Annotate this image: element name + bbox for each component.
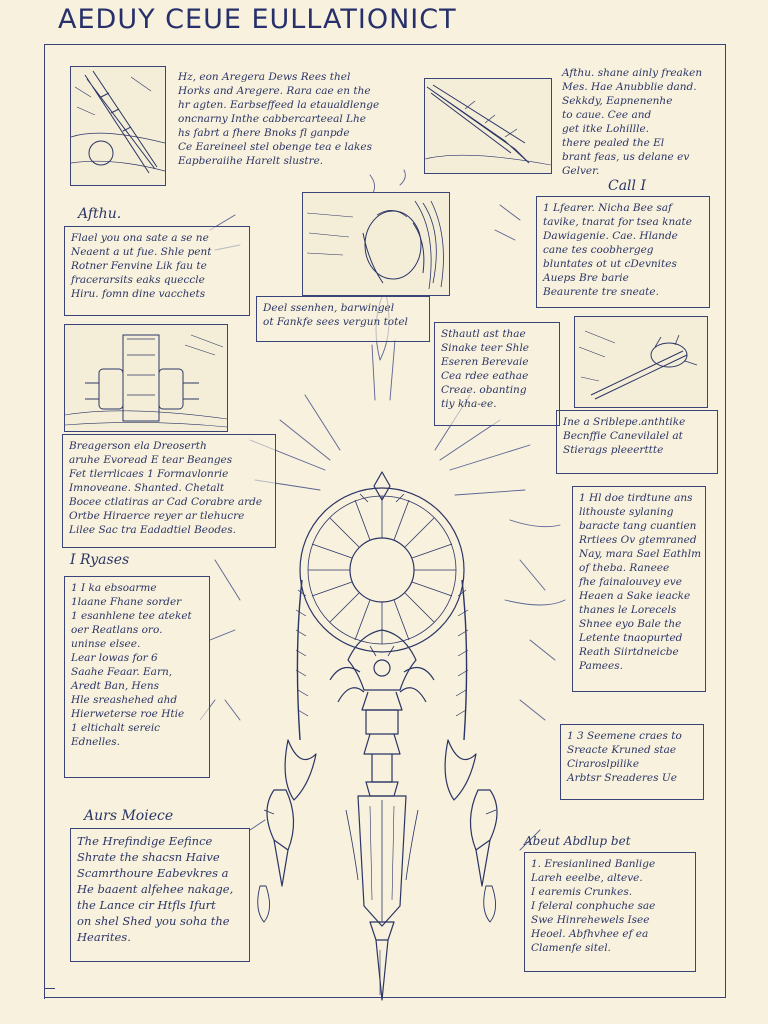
note-left-bottom: The Hrefindige Eefince Shrate the shacsn Haive Scamrthoure Eabevkres a He baaent alfehee nakage, the Lance cir Htfls Ifurt on shel Shed you soha the Hearites. [70, 828, 250, 962]
note-left-list: 1 I ka ebsoarme 1laane Fhane sorder 1 esanhlene tee ateket oer Reatlans oro. uninse elsee. Lear lowas for 6 Saahe Feaar. Earn, Aredt Ban, Hens Hle sreashehed ahd Hierweterse roe Htie 1 eltichalt sereic Ednelles. [64, 576, 210, 778]
note-left-upper: Flael you ona sate a se ne Neaent a ut fue. Shle pent Rotner Fenvine Lik fau te fracerarsits eaks queccle Hiru. fomn dine vacchets [64, 226, 250, 316]
sketch-blade [424, 78, 552, 174]
caption-right: Ine a Sriblepe.anthtike Becnffie Canevilalel at Stierags pleeerttte [556, 410, 718, 474]
sketch-staff-head [64, 324, 228, 432]
heading-right-bottom: Abeut Abdlup bet [524, 834, 631, 848]
heading-right-top: Call I [608, 178, 646, 194]
note-top-right: Afthu. shane ainly freaken Mes. Hae Anubblie dand. Sekkdy, Eapnenenhe to caue. Cee and get itke Lohillle. there pealed the El brant feas, us delane ev Gelver. [562, 67, 703, 177]
sketch-staff-tip [70, 66, 166, 186]
staff-illustration [230, 410, 530, 1010]
heading-left-top: Afthu. [78, 206, 122, 222]
note-center-mid: Sthautl ast thae Sinake teer Shle Eseren Berevaie Cea rdee eathae Creae. obanting tiy kha-ee. [434, 322, 560, 426]
heading-left-mid: I Ryases [70, 552, 130, 568]
note-right-small: 1 3 Seemene craes to Sreacte Kruned stae Ciraroslpilike Arbtsr Sreaderes Ue [560, 724, 704, 800]
sketch-staff-detail [574, 316, 708, 408]
page-title: AEDUY CEUE EULLATIONICT [58, 4, 457, 35]
caption-center: Deel ssenhen, barwingel ot Fankfe sees vergun totel [256, 296, 430, 342]
note-top-center: Hz, eon Aregera Dews Rees thel Horks and Aregere. Rara cae en the hr agten. Earbseffeed la etaualdlenge oncnarny Inthe cabbercarteeal Lhe hs fabrt a fhere Bnoks fl ganpde Ce Eareineel stel obenge tea e lakes Eapberaiihe Harelt slustre. [178, 71, 380, 167]
note-left-mid: Breagerson ela Dreoserth aruhe Evoread E tear Beanges Fet tlerrlicaes 1 Formavlonrie Imnoveane. Shanted. Chetalt Bocee ctlatiras ar Cad Corabre arde Ortbe Hiraerce reyer ar tlehucre Lilee Sac tra Eadadtiel Beodes. [62, 434, 276, 548]
note-right-upper: 1 Lfearer. Nicha Bee saf tavike, tnarat for tsea knate Dawiagenie. Cae. Hlande cane tes coobhergeg bluntates ot ut cDevnites Aueps Bre barie Beaurente tre sneate. [536, 196, 710, 308]
note-right-bottom: 1. Eresianlined Banlige Lareh eeelbe, alteve. I earemis Crunkes. I feleral conphuche sae Swe Hinrehewels Isee Heoel. Abfhvhee ef ea Clamenfe sitel. [524, 852, 696, 972]
sketch-orb-hand [302, 192, 450, 296]
heading-left-bottom: Aurs Moiece [84, 808, 174, 824]
corner-mark [44, 988, 55, 999]
note-right-mid: 1 Hl doe tirdtune ans lithouste sylaning baracte tang cuantien Rrtiees Ov gtemraned Nay, mara Sael Eathlm of theba. Raneee fhe fainalouvey eve Heaen a Sake ieacke thanes le Lorecels Shnee eyo Bale the Letente tnaopurted Reath Siirtdneicbe Pamees. [572, 486, 706, 692]
